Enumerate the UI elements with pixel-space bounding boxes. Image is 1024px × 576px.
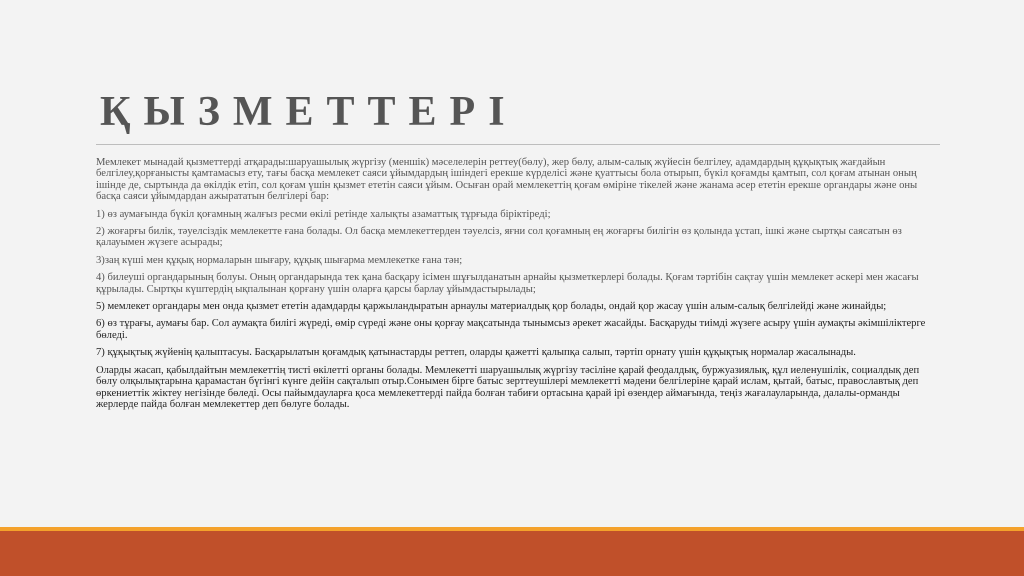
body-paragraph-1: 1) өз аумағында бүкіл қоғамның жалғыз ресми өкілі ретінде халықты азаматтық тұрғыда біріктіреді; (96, 208, 551, 220)
body-paragraph-2: 2) жоғарғы билік, тәуелсіздік мемлекетте ғана болады. Ол басқа мемлекеттерден тәуелсіз, яғни сол қоғамның ең жоғарғы билігін өз қолында ұстап, ішкі және сыртқы саясатын өз қалауымен жүзеге асырады; (96, 226, 902, 249)
body-paragraph-4: 4) билеуші органдарының болуы. Оның органдарында тек қана басқару ісімен шұғылданатын арнайы қызметкерлері болады. Қоғам тәртібін сақтау үшін мемлекет әскері мен жасағы құрылады. Сыртқы күштердің ықпалынан қорғану үшін оларға қарсы барлау ұйымдастырылады; (96, 272, 919, 295)
body-paragraph-5: 5) мемлекет органдары мен онда қызмет ететін адамдарды қаржыландыратын арнаулы материалдық қор болады, ондай қор жасау үшін алым-салық белгілейді және жинайды; (96, 301, 887, 313)
slide-body (96, 157, 940, 416)
body-paragraph-conclusion: Оларды жасап, қабылдайтын мемлекеттің тисті өкілетті органы болады. Мемлекетті шаруашылық жүргізу тәсіліне қарай феодалдық, буржуазиялық, құл иеленушілік, социалдық деп бөлу олқылықтарына қарамастан бүгінгі күнге дейін сақталып отыр.Сонымен бірге батыс зерттеушілері мемлекетті мәдени белгілеріне қарай ислам, қытай, батыс, православтық деп өркениеттік жіктеу негізінде бөледі. Осы пайымдауларға қоса мемлекеттерді пайда болған табиғи ортасына қарай ірі өзендер аймағында, теңіз жағалауларында, далалы-орманды жерлерде пайда болған мемлекеттер деп бөлуге болады. (96, 364, 920, 410)
body-paragraph-6: 6) өз тұрағы, аумағы бар. Сол аумақта билігі жүреді, өмір сүреді және оны қорғау мақсатында тынымсыз әрекет жасайды. Басқаруды тиімді жүзеге асыру үшін аумақты әкімшіліктерге бөледі. (96, 318, 926, 341)
body-paragraph-intro: Мемлекет мынадай қызметтерді атқарады:шаруашылық жүргізу (меншік) мәселелерін реттеу(бөлу), жер бөлу, алым-салық жүйесін белгілеу, адамдардың құқықтық жағдайын белгілеу,қорғанысты қамтамасыз ету, тағы басқа мемлекет саяси ұйымдардың ішіндегі ерекше күрделісі және қуаттысы бола отырып, бүкіл қоғамды қамтып, сол қоғам атынан оның ішінде де, сыртында да өкілдік етіп, сол қоғам үшін қызмет ететін саяси ұйым. Осыған орай мемлекеттің қоғам өміріне тікелей және жанама әсер ететін ерекше органдары және оны басқа саяси ұйымдардан ажырататын белгілері бар: (96, 157, 918, 203)
body-paragraph-3: 3)заң күші мен құқық нормаларын шығару, құқық шығарма мемлекетке ғана тән; (96, 254, 463, 266)
footer-band (0, 531, 1024, 576)
title-divider (96, 144, 940, 145)
body-paragraph-7: 7) құқықтық жүйенің қалыптасуы. Басқарылатын қоғамдық қатынастарды реттеп, оларды қажетті қалыпқа салып, тәртіп орнату үшін құқықтық нормалар жасалынады. (96, 347, 856, 359)
slide-title: ҚЫЗМЕТТЕРІ (100, 89, 518, 135)
